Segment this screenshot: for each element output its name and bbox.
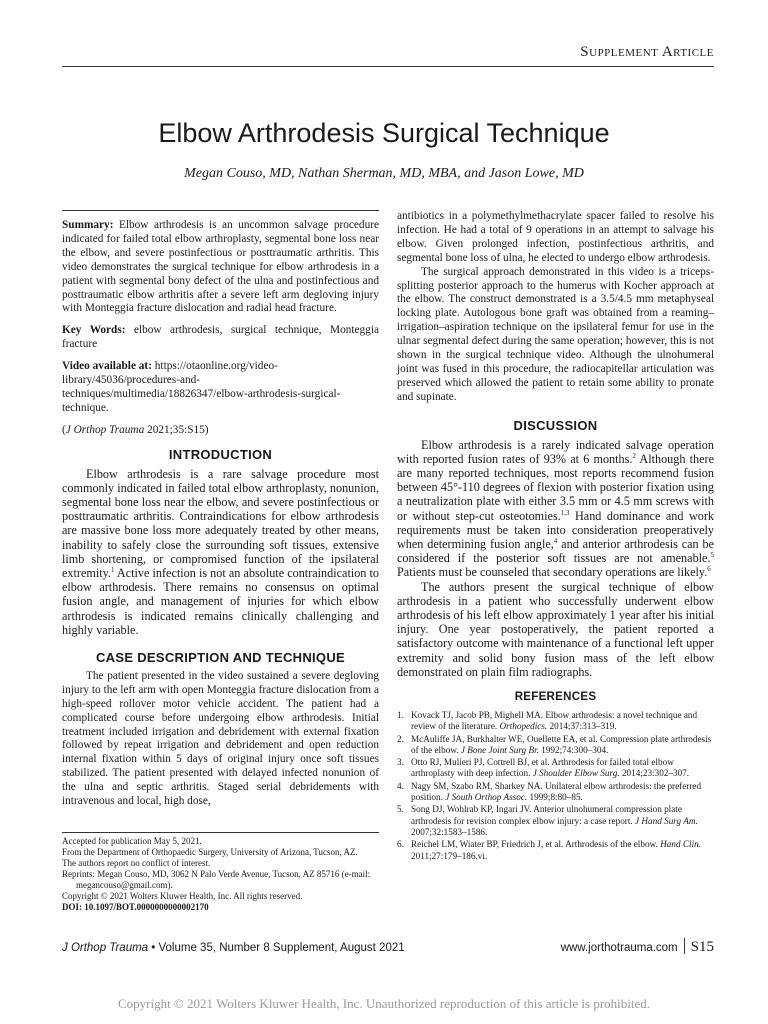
citation-journal: J Orthop Trauma [65, 423, 145, 436]
footer-separator [684, 938, 685, 954]
disc-ref-c: 4 [553, 536, 558, 545]
citation-details: 2021;35:S15) [147, 423, 209, 436]
reference-text: Song DJ, Wohlrab KP, Ingari JV. Anterior ulnohumeral compression plate arthrodesis for revision complex elbow injury: a case report. [411, 804, 682, 826]
intro-text-before: Elbow arthrodesis is a rare salvage procedure most commonly indicated in failed total elbow arthroplasty, nonunion, segmental bone loss near the elbow, and severe postinfectious or posttraumatic arthritis. Contraindications for elbow arthrodesis are massive bone loss more adequately treated by other means, inability to safely close the surrounding soft tissues, extensive limb shortening, or compromised function of the ipsilateral extremity. [62, 466, 379, 581]
header-rule [62, 66, 714, 67]
intro-ref-1: 1 [110, 565, 115, 574]
reference-item [397, 804, 714, 838]
introduction-heading: INTRODUCTION [168, 446, 273, 462]
reference-item [397, 757, 714, 780]
disc-text-a: Elbow arthrodesis is a rarely indicated salvage operation with reported fusion rates of 93% at 6 months. [397, 437, 714, 466]
article-title: Elbow Arthrodesis Surgical Technique [158, 118, 610, 148]
reference-tail: 2014;23:302–307. [619, 768, 690, 779]
reference-number: 3. [397, 757, 404, 768]
reference-tail: 2011;27:179–186.vi. [411, 850, 488, 861]
references-list [397, 710, 714, 862]
footer-journal-info [62, 942, 405, 954]
discussion-paragraph-2: The authors present the surgical technique of elbow arthrodesis in a patient who successfully underwent elbow arthrodesis of his left elbow approximately 1 year after his initial injury. One year postoperatively, the patient reported a satisfactory outcome with maintenance of a functional left upper extremity and solid bony fusion mass of the left elbow demonstrated on plain film radiographs. [397, 579, 714, 679]
introduction-paragraph [62, 467, 379, 637]
reference-text: Reichel LM, Wiater BP, Friedrich J, et al. Arthrodesis of the elbow. [411, 839, 661, 850]
reference-number: 5. [397, 804, 404, 815]
reference-text: McAuliffe JA, Burkhalter WE, Ouellette EA, et al. Compression plate arthrodesis of the elbow. [411, 733, 712, 755]
video-link[interactable]: https://otaonline.org/video-library/45036/procedures-and-techniques/multimedia/18826347/elbow-arthrodesis-surgical-technique. [62, 360, 341, 414]
keywords-label: Key Words: [62, 324, 126, 337]
disc-ref-a: 2 [632, 451, 636, 460]
footnote-doi: DOI: 10.1097/BOT.0000000000002170 [62, 902, 209, 912]
article-footnote [62, 832, 379, 913]
case-paragraph-2: The surgical approach demonstrated in this video is a triceps-splitting posterior approach to the humerus with Kocher approach at the elbow. The construct demonstrated is a 3.5/4.5 mm metaphyseal locking plate. Autologous bone graft was obtained from a reaming–irrigation–aspiration technique on the ipsilateral femur for use in the ulnar segmental defect during the same operation; however, this is not shown in the surgical technique video. Although the ulnohumeral joint was fused in this procedure, the radiocapitellar articulation was preserved which allowed the patient to retain some ability to pronate and supinate. [397, 265, 714, 403]
disc-text-c: Hand dominance and work requirements must be taken into consideration preoperatively when determining fusion angle, [397, 508, 715, 552]
left-column [62, 210, 379, 809]
keywords-text: elbow arthrodesis, surgical technique, Monteggia fracture [62, 324, 379, 351]
reference-journal: J Hand Surg Am. [635, 815, 698, 826]
references-heading: REFERENCES [514, 691, 597, 704]
footnote-affiliation: From the Department of Orthopaedic Surgery, University of Arizona, Tucson, AZ. [62, 847, 358, 857]
footnote-copyright: Copyright © 2021 Wolters Kluwer Health, Inc. All rights reserved. [62, 891, 303, 901]
reference-item [397, 839, 714, 862]
summary-text: Elbow arthrodesis is an uncommon salvage procedure indicated for failed total elbow arthroplasty, segmental bone loss near the elbow, and severe postinfectious or posttraumatic arthritis. This video demonstrates the surgical technique for elbow arthrodesis in a patient with segmental bony defect of the ulna and postinfectious and posttraumatic elbow arthritis after a severe left arm degloving injury with Monteggia fracture dislocation and radial head fracture. [62, 219, 380, 315]
reference-number: 1. [397, 709, 404, 720]
footnote-conflict: The authors report no conflict of interest. [62, 858, 211, 868]
footnote-reprints: Reprints: Megan Couso, MD, 3062 N Palo Verde Avenue, Tucson, AZ 85716 (e-mail: megancouso@gmail.com). [62, 869, 371, 890]
reference-journal: J Bone Joint Surg Br. [460, 744, 539, 755]
reference-journal: J Shoulder Elbow Surg. [532, 768, 620, 779]
footnote-accepted: Accepted for publication May 5, 2021. [62, 836, 202, 846]
reference-number: 2. [397, 733, 404, 744]
case-paragraph-1: The patient presented in the video sustained a severe degloving injury to the left arm with open Monteggia fracture dislocation from a high-speed rollover motor vehicle accident. The patient had a complicated course before undergoing elbow arthrodesis. Initial treatment included irrigation and debridement with external fixation followed by repeat irrigation and debridement and open reduction internal fixation within 5 days of original injury once soft tissues stabilized. The patient presented with delayed infected nonunion of the ulna and septic arthritis. Staged serial debridements with intravenous and local, high dose, [62, 669, 379, 808]
footer-journal: J Orthop Trauma [62, 942, 149, 954]
disc-text-d: and anterior arthrodesis can be considered if the posterior soft tissues are not amenable. [397, 537, 714, 566]
right-column [397, 210, 714, 863]
footer-issue: • Volume 35, Number 8 Supplement, August 2021 [148, 942, 405, 954]
video-label: Video available at: [62, 360, 152, 373]
reference-item [397, 734, 714, 757]
reference-tail: 1992;74:300–304. [538, 744, 609, 755]
reference-journal: Orthopedics. [499, 721, 548, 732]
reference-text: Kovack TJ, Jacob PB, Mighell MA. Elbow arthrodesis: a novel technique and review of the literature. [411, 709, 698, 732]
citation-open: ( [62, 423, 66, 436]
keywords-paragraph [62, 324, 379, 352]
discussion-heading: DISCUSSION [513, 417, 598, 433]
footer-page-info [561, 938, 714, 956]
reference-number: 4. [397, 780, 404, 791]
citation-line [62, 424, 379, 438]
reference-tail: 1999;8:80–85. [527, 792, 583, 803]
summary-paragraph [62, 219, 379, 316]
page-number: S15 [690, 939, 714, 955]
summary-block [62, 210, 379, 438]
reference-item [397, 710, 714, 733]
reference-number: 6. [397, 839, 404, 850]
article-authors: Megan Couso, MD, Nathan Sherman, MD, MBA, and Jason Lowe, MD [184, 166, 584, 181]
reference-text: Otto RJ, Mulieri PJ, Cottrell BJ, et al. Arthrodesis for failed total elbow arthroplasty with deep infection. [411, 757, 674, 779]
reference-tail: 2007;32:1583–1586. [411, 826, 488, 837]
disc-text-e: Patients must be counseled that secondary operations are likely. [397, 565, 708, 580]
reference-text: Nagy SM, Szabo RM, Sharkey NA. Unilateral elbow arthrodesis: the preferred position. [411, 780, 702, 803]
reference-tail: 2014;37:313–319. [547, 721, 617, 732]
case-continued: antibiotics in a polymethylmethacrylate spacer failed to resolve his infection. He had a total of 9 operations in an attempt to salvage his elbow. Given prolonged infection, postinfectious arthritis, and segmental bone loss of ulna, he elected to undergo elbow arthrodesis. [397, 210, 714, 264]
discussion-paragraph-1 [397, 438, 714, 580]
summary-label: Summary: [62, 219, 114, 231]
video-paragraph [62, 360, 379, 416]
case-heading: CASE DESCRIPTION AND TECHNIQUE [95, 650, 346, 666]
disc-ref-b: 1,3 [560, 508, 570, 517]
reference-journal: Hand Clin. [660, 839, 702, 850]
copyright-notice: Copyright © 2021 Wolters Kluwer Health, Inc. Unauthorized reproduction of this article is prohibited. [117, 996, 651, 1011]
disc-text-b: Although there are many reported techniques, most reports recommend fusion between 45°-110 degrees of flexion with posterior fixation using a neutralization plate with either 3.5 mm or 4.5 mm screws with or without step-cut osteotomies. [397, 451, 714, 523]
section-label: Supplement Article [580, 44, 714, 60]
intro-text-after: Active infection is not an absolute contraindication to elbow arthrodesis. There remains no consensus on optimal fusion angle, and management of injuries for which elbow arthrodesis is indicated remains clinically challenging and highly variable. [62, 566, 379, 637]
disc-ref-d: 5 [710, 551, 714, 560]
reference-journal: J South Orthop Assoc. [445, 792, 528, 803]
reference-item [397, 781, 714, 804]
disc-ref-e: 6 [707, 565, 711, 574]
footer-url[interactable]: www.jorthotrauma.com [560, 942, 678, 954]
